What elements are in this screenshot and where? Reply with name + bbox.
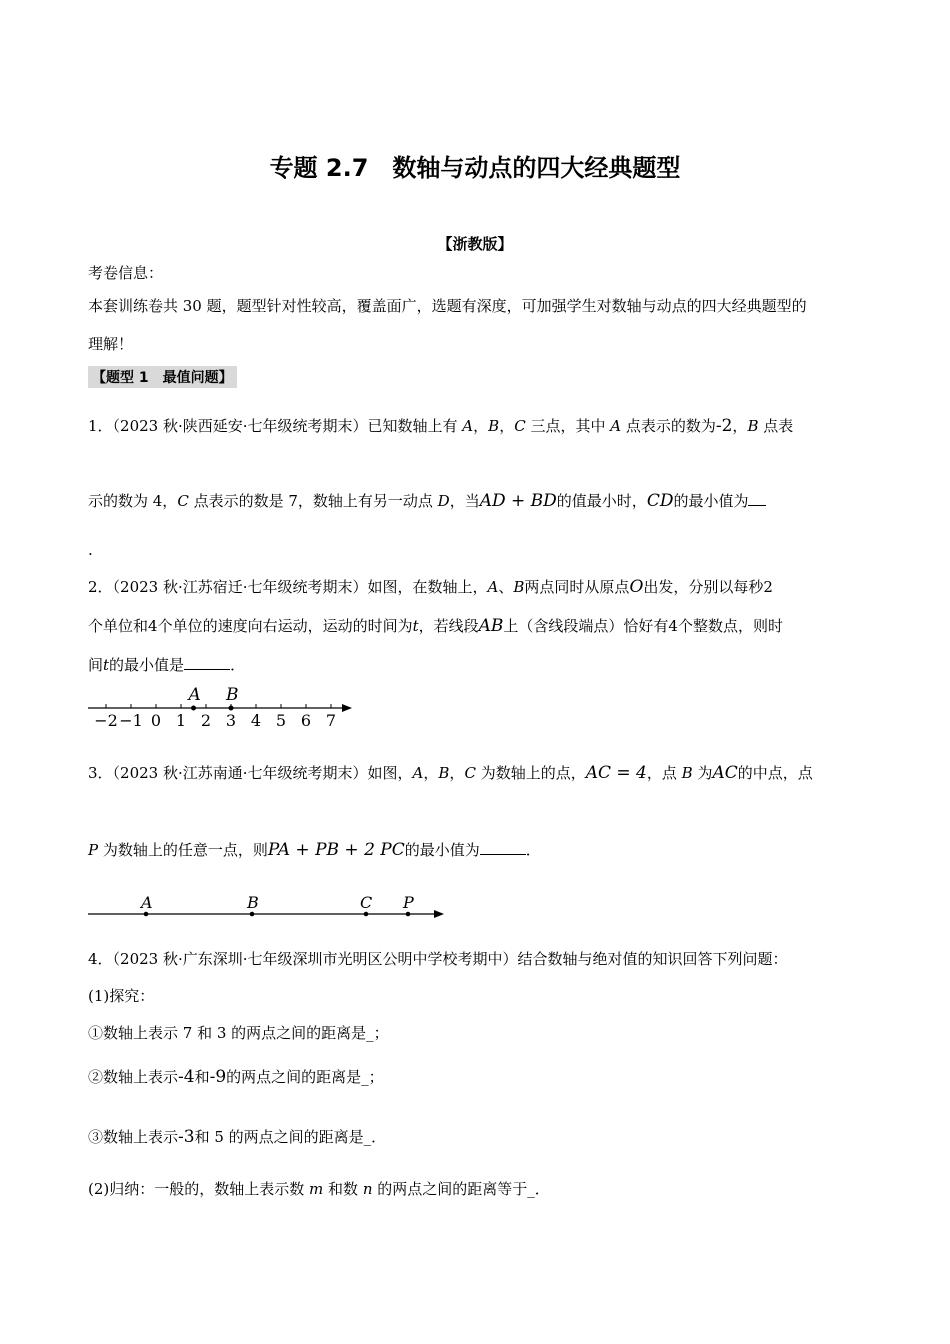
q1-sep: ， <box>499 417 515 435</box>
q1-text: 点表 <box>758 417 794 435</box>
q2-line-2 <box>88 615 783 636</box>
q4-summary <box>88 1178 550 1199</box>
axis-tick-label: 6 <box>300 711 312 730</box>
q3-var: P <box>88 841 99 859</box>
q2-number-line <box>80 680 360 736</box>
q4-item-3 <box>88 1126 386 1147</box>
q3-sep: ， <box>423 764 439 782</box>
q1-sep: ， <box>473 417 489 435</box>
q2-var: O <box>629 577 644 597</box>
q2-text: 上（含线段端点）恰好有 <box>503 617 669 635</box>
q4-text: 和数 <box>323 1180 363 1198</box>
q1-var: B <box>747 417 759 435</box>
q4-text: 的两点之间的距离等于_． <box>372 1180 550 1198</box>
q3-text: ，点 <box>646 764 682 782</box>
axis-tick-label: −1 <box>119 711 143 730</box>
point-b-label: B <box>226 685 239 705</box>
q3-line-2 <box>88 839 541 860</box>
axis-arrow-icon <box>342 704 352 712</box>
q1-text: ， <box>732 417 748 435</box>
page-title: 专题 2.7 数轴与动点的四大经典题型 <box>269 154 681 182</box>
q4-item-1: ①数轴上表示 7 和 3 的两点之间的距离是_； <box>88 1024 389 1042</box>
q1-text: 点表示的数为 <box>621 417 716 435</box>
q1-text: 三点，其中 <box>525 417 611 435</box>
q2-text: ． <box>230 656 246 674</box>
q1-value: -2 <box>715 416 733 436</box>
q2-value: 4 <box>148 617 158 635</box>
q3-text: 的最小值为 <box>404 841 480 859</box>
q3-text: 3．（2023 秋·江苏南通·七年级统考期末）如图， <box>88 764 413 782</box>
q2-value: 4 <box>668 617 678 635</box>
q2-text: 2．（2023 秋·江苏宿迁·七年级统考期末）如图，在数轴上， <box>88 578 488 596</box>
q1-var: C <box>177 492 189 510</box>
axis-tick-label: 2 <box>200 711 212 730</box>
q2-value: 2 <box>763 578 773 596</box>
q2-text: 两点同时从原点 <box>524 578 630 596</box>
q2-line-3 <box>88 654 245 675</box>
edition-label: 【浙教版】 <box>437 235 513 253</box>
q4-value: -9 <box>209 1067 227 1087</box>
q4-var: m <box>309 1180 324 1198</box>
point-c-label: C <box>360 893 373 912</box>
q1-text: ，当 <box>449 492 480 510</box>
q4-text: ③数轴上表示 <box>88 1128 179 1146</box>
q2-var: B <box>513 578 525 596</box>
q3-text: 的中点，点 <box>737 764 813 782</box>
q1-expression: AD + BD <box>479 491 557 511</box>
point-b-dot <box>250 912 255 917</box>
point-a-dot <box>144 912 149 917</box>
q1-text: 示的数为 4， <box>88 492 178 510</box>
q3-text: ． <box>525 841 541 859</box>
q4-text: 和 5 的两点之间的距离是_． <box>194 1128 387 1146</box>
q2-text: 个单位和 <box>88 617 149 635</box>
q3-number-line <box>84 888 454 928</box>
q4-value: -3 <box>178 1127 195 1147</box>
q3-text: 为数轴上的点， <box>475 764 586 782</box>
exam-info-label: 考卷信息： <box>88 264 164 282</box>
q4-var: n <box>362 1180 373 1198</box>
q4-item-2 <box>88 1066 384 1087</box>
q4-explore: (1)探究： <box>88 987 155 1005</box>
exam-info-text-2: 理解！ <box>88 335 134 353</box>
q2-text: ，若线段 <box>418 617 479 635</box>
q4-text: ②数轴上表示 <box>88 1068 179 1086</box>
exam-info-text-1: 本套训练卷共 30 题，题型针对性较高，覆盖面广，选题有深度，可加强学生对数轴与动点的四大经典题型的 <box>88 297 807 315</box>
point-b-dot <box>229 706 234 711</box>
axis-tick-label: −2 <box>94 711 118 730</box>
answer-blank <box>480 840 526 855</box>
q2-text: 个整数点，则时 <box>677 617 783 635</box>
q3-expression: PA + PB + 2 PC <box>267 840 405 860</box>
q2-sep: 、 <box>498 578 514 596</box>
q3-expression: AC = 4 <box>585 763 647 783</box>
point-b-label: B <box>247 893 259 912</box>
q3-var: A <box>412 764 424 782</box>
q2-text: 间 <box>88 656 104 674</box>
q4-text: (2)归纳：一般的，数轴上表示数 <box>88 1180 310 1198</box>
q2-text: 出发，分别以每秒 <box>643 578 764 596</box>
q4-line-1: 4．（2023 秋·广东深圳·七年级深圳市光明区公明中学校考期中）结合数轴与绝对值的知识回答下列问题： <box>88 950 788 968</box>
q3-var: B <box>438 764 450 782</box>
q3-text: 为数轴上的任意一点，则 <box>98 841 268 859</box>
q1-text: 点表示的数是 7，数轴上有另一动点 <box>188 492 438 510</box>
axis-tick-label: 3 <box>225 711 237 730</box>
point-p-dot <box>406 912 411 917</box>
q1-var: D <box>437 492 450 510</box>
q1-var: B <box>488 417 500 435</box>
answer-blank <box>184 655 230 670</box>
point-a-label: A <box>141 893 153 912</box>
q3-var: C <box>464 764 476 782</box>
q3-var: B <box>681 764 693 782</box>
q1-var: A <box>610 417 622 435</box>
point-a-label: A <box>188 685 201 705</box>
q3-sep: ， <box>449 764 465 782</box>
q1-text: 的最小值为 <box>673 492 749 510</box>
axis-tick-label: 0 <box>150 711 162 730</box>
q1-line-2 <box>88 490 766 511</box>
q1-expression: CD <box>646 491 674 511</box>
point-a-dot <box>191 706 196 711</box>
q4-value: -4 <box>178 1067 195 1087</box>
axis-tick-label: 4 <box>250 711 262 730</box>
q1-line-3: . <box>88 541 93 559</box>
point-p-label: P <box>403 893 414 912</box>
q3-text: 为 <box>692 764 713 782</box>
q1-var: C <box>514 417 526 435</box>
q1-text: 的值最小时， <box>556 492 647 510</box>
axis-tick-label: 7 <box>325 711 337 730</box>
axis-tick-label: 1 <box>175 711 187 730</box>
q2-var: t <box>103 656 110 674</box>
q4-text: 和 <box>194 1068 210 1086</box>
answer-blank <box>748 491 766 506</box>
q2-text: 个单位的速度向右运动，运动的时间为 <box>157 617 413 635</box>
q3-expression: AC <box>712 763 738 783</box>
q2-text: 的最小值是 <box>109 656 185 674</box>
q2-var: A <box>487 578 499 596</box>
q1-var: A <box>462 417 474 435</box>
q2-var: AB <box>478 616 504 636</box>
q3-line-1 <box>88 762 813 783</box>
axis-arrow-icon <box>434 910 444 918</box>
q2-var: t <box>412 617 419 635</box>
axis-tick-label: 5 <box>275 711 287 730</box>
section-tag: 【题型 1 最值问题】 <box>88 366 237 388</box>
q1-line-1 <box>88 415 793 436</box>
q1-text: 1．（2023 秋·陕西延安·七年级统考期末）已知数轴上有 <box>88 417 463 435</box>
point-c-dot <box>364 912 369 917</box>
q2-line-1 <box>88 576 773 597</box>
q4-text: 的两点之间的距离是_； <box>226 1068 384 1086</box>
